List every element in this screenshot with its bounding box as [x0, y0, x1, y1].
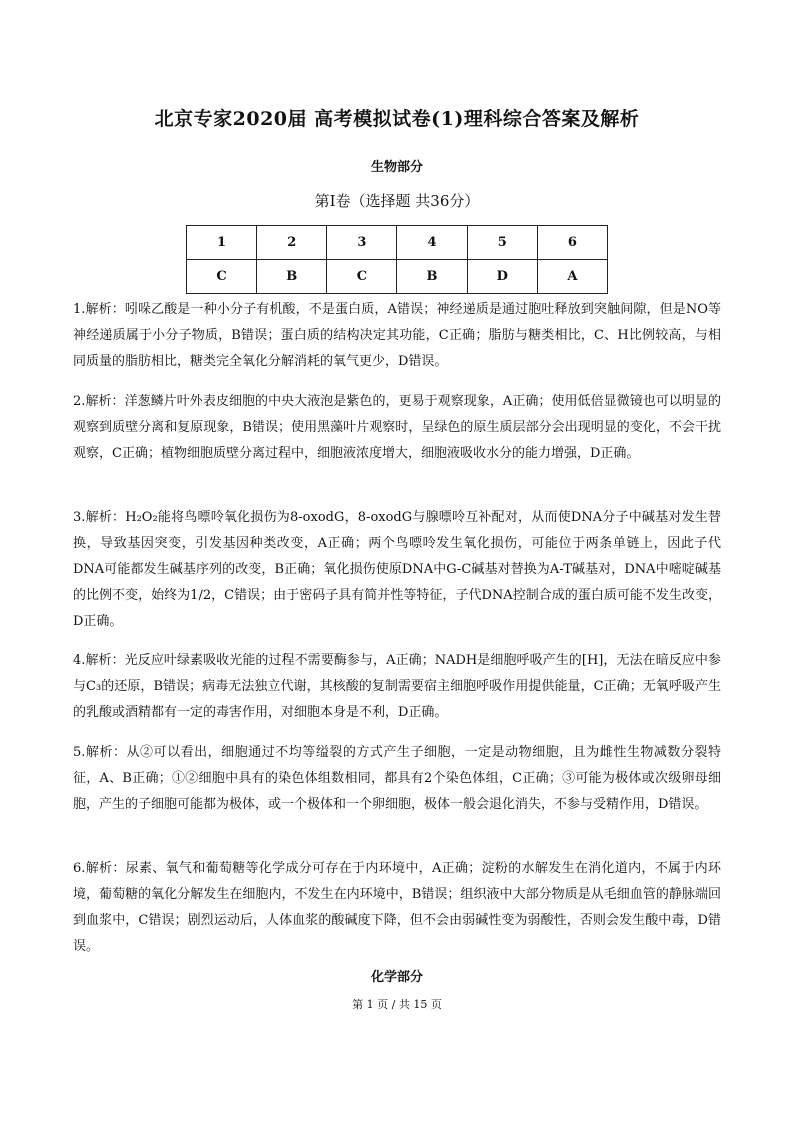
- answer-cell: B: [397, 260, 467, 294]
- answer-cell: B: [257, 260, 327, 294]
- page-footer: 第 1 页 / 共 15 页: [352, 998, 442, 1011]
- answer-cell: C: [187, 260, 257, 294]
- part-heading: 第Ⅰ卷（选择题 共36分）: [314, 192, 480, 210]
- question-number-cell: 1: [187, 226, 257, 260]
- question-number-cell: 2: [257, 226, 327, 260]
- answer-table-answer-row: [187, 260, 608, 294]
- answer-cell: D: [467, 260, 537, 294]
- explanation-5: 5.解析：从②可以看出，细胞通过不均等缢裂的方式产生子细胞，一定是动物细胞，且为雌性生物减数分裂特征，A、B正确；①②细胞中具有的染色体组数相同，都具有2个染色体组，C正确；③可能为极体或次级卵母细胞，产生的子细胞可能都为极体，或一个极体和一个卵细胞，极体一般会退化消失，不参与受精作用，D错误。: [73, 745, 721, 812]
- document-title: 北京专家2020届 高考模拟试卷(1)理科综合答案及解析: [154, 108, 640, 130]
- answer-table: [186, 225, 608, 294]
- answer-cell: C: [327, 260, 397, 294]
- explanation-3: 3.解析：H₂O₂能将鸟嘌呤氧化损伤为8-oxodG，8-oxodG与腺嘌呤互补配对，从而使DNA分子中碱基对发生替换，导致基因突变，引发基因种类改变，A正确；两个鸟嘌呤发生氧化损伤，可能位于两条单链上，因此子代DNA可能都发生碱基序列的改变，B正确；氧化损伤使原DNA中G-C碱基对替换为A-T碱基对，DNA中嘧啶碱基的比例不变，始终为1/2，C错误；由于密码子具有简并性等特征，子代DNA控制合成的蛋白质可能不发生改变，D正确。: [73, 510, 721, 629]
- question-number-cell: 5: [467, 226, 537, 260]
- question-number-cell: 4: [397, 226, 467, 260]
- explanation-2: 2.解析：洋葱鳞片叶外表皮细胞的中央大液泡是紫色的，更易于观察现象，A正确；使用低倍显微镜也可以明显的观察到质壁分离和复原现象，B错误；使用黑藻叶片观察时，呈绿色的原生质层部分会出现明显的变化，不会干扰观察，C正确；植物细胞质壁分离过程中，细胞液浓度增大，细胞液吸收水分的能力增强，D正确。: [73, 394, 721, 461]
- explanation-6: 6.解析：尿素、氧气和葡萄糖等化学成分可存在于内环境中，A正确；淀粉的水解发生在消化道内，不属于内环境，葡萄糖的氧化分解发生在细胞内，不发生在内环境中，B错误；组织液中大部分物质是从毛细血管的静脉端回到血浆中，C错误；剧烈运动后，人体血浆的酸碱度下降，但不会由弱碱性变为弱酸性，否则会发生酸中毒，D错误。: [73, 861, 721, 954]
- answer-cell: A: [537, 260, 607, 294]
- explanation-1: 1.解析：吲哚乙酸是一种小分子有机酸，不是蛋白质，A错误；神经递质是通过胞吐释放到突触间隙，但是NO等神经递质属于小分子物质，B错误；蛋白质的结构决定其功能，C正确；脂肪与糖类相比，C、H比例较高，与相同质量的脂肪相比，糖类完全氧化分解消耗的氧气更少，D错误。: [73, 302, 721, 369]
- section-heading-biology: 生物部分: [370, 160, 423, 175]
- answer-table-number-row: [187, 226, 608, 260]
- question-number-cell: 6: [537, 226, 607, 260]
- question-number-cell: 3: [327, 226, 397, 260]
- explanation-4: 4.解析：光反应叶绿素吸收光能的过程不需要酶参与，A正确；NADH是细胞呼吸产生的[H]，无法在暗反应中参与C₃的还原，B错误；病毒无法独立代谢，其核酸的复制需要宿主细胞呼吸作用提供能量，C正确；无氧呼吸产生的乳酸或酒精都有一定的毒害作用，对细胞本身是不利，D正确。: [73, 653, 721, 720]
- section-heading-chemistry: 化学部分: [370, 970, 423, 985]
